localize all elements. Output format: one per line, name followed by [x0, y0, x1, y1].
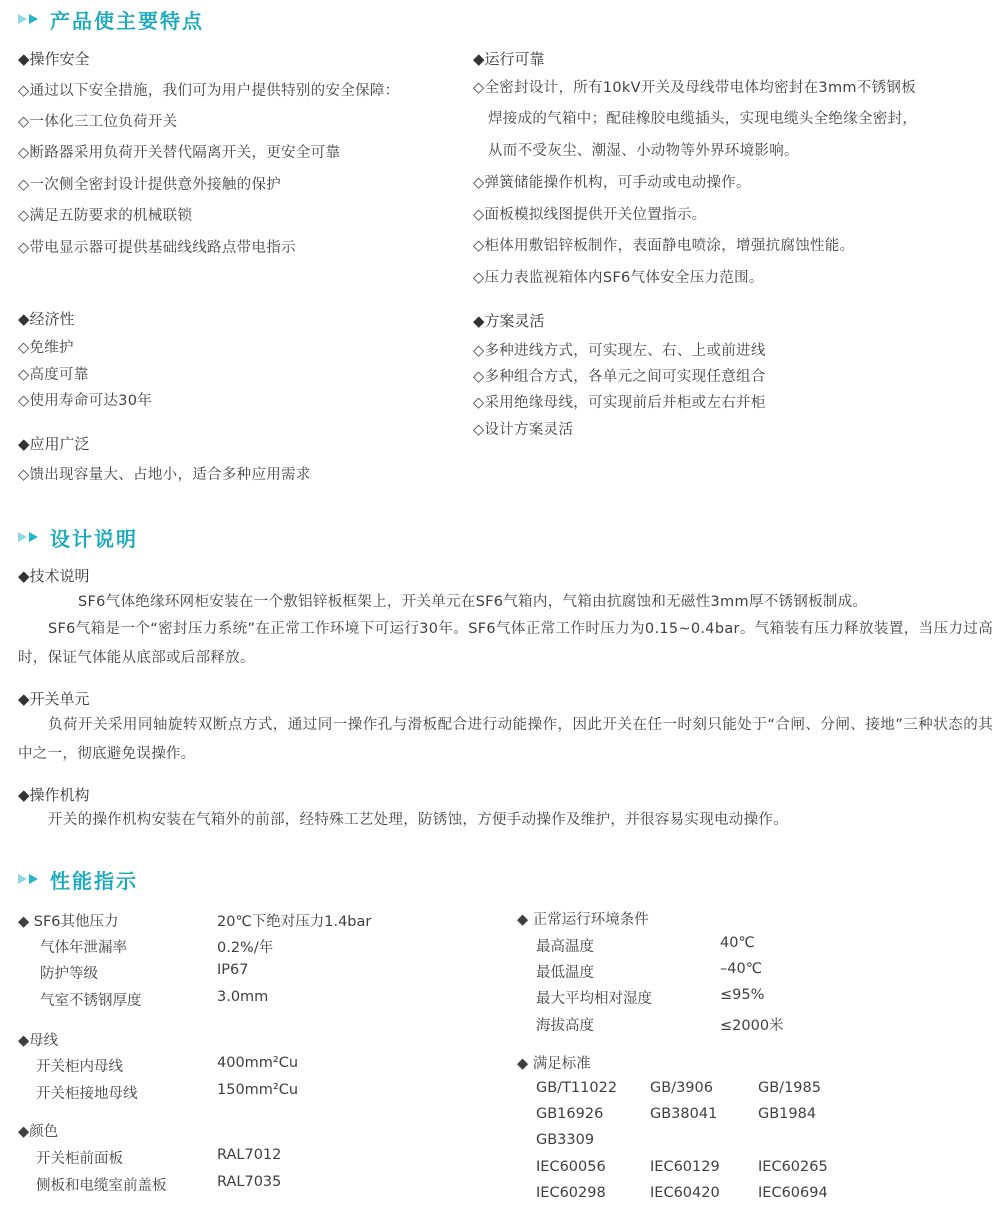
spec-value: –40℃	[720, 961, 762, 977]
spec-value: RAL7012	[217, 1147, 282, 1163]
design-paragraph: 负荷开关采用同轴旋转双断点方式，通过同一操作孔与滑板配合进行动能操作，因此开关在任一时刻只能处于“合闸、分闸、接地”三种状态的其中之一，彻底避免误操作。	[18, 717, 993, 762]
spec-value: 3.0mm	[217, 989, 269, 1005]
double-arrow-icon	[18, 874, 40, 884]
standard-code: GB3309	[536, 1132, 595, 1148]
feature-line: ◇压力表监视箱体内SF6气体安全压力范围。	[473, 270, 764, 286]
standard-code: IEC60265	[758, 1159, 828, 1175]
feature-line: ◇多种组合方式，各单元之间可实现任意组合	[473, 369, 766, 385]
spec-value: 0.2%/年	[217, 940, 274, 956]
spec-value: ≤95%	[720, 987, 765, 1003]
feature-line: ◇全密封设计，所有10kV开关及母线带电体均密封在3mm不锈钢板	[473, 80, 916, 96]
design-head-tech: ◆技术说明	[18, 567, 90, 585]
feature-line: ◇使用寿命可达30年	[18, 393, 153, 409]
spec-group-head: ◆ 正常运行环境条件	[517, 912, 649, 928]
design-head-switch: ◆开关单元	[18, 690, 90, 708]
feature-line: ◇满足五防要求的机械联锁	[18, 208, 193, 224]
spec-value: RAL7035	[217, 1174, 282, 1190]
feature-line: ◇设计方案灵活	[473, 422, 574, 438]
design-head-mechanism: ◆操作机构	[18, 786, 90, 804]
spec-label: 侧板和电缆室前盖板	[36, 1178, 167, 1194]
spec-group-head: ◆颜色	[18, 1124, 59, 1140]
spec-value: 400mm²Cu	[217, 1055, 299, 1071]
spec-label: 开关柜内母线	[36, 1059, 123, 1075]
feature-line: ◇一体化三工位负荷开关	[18, 114, 178, 130]
feature-line: ◇多种进线方式，可实现左、右、上或前进线	[473, 343, 766, 359]
section-title-performance: 性能指示	[18, 864, 138, 894]
spec-label: 开关柜接地母线	[36, 1086, 138, 1102]
design-paragraph: SF6气体绝缘环网柜安装在一个敷铝锌板框架上，开关单元在SF6气箱内，气箱由抗腐蚀和无磁性3mm厚不锈钢板制成。	[78, 594, 868, 610]
feature-line: 焊接成的气箱中；配硅橡胶电缆插头，实现电缆头全绝缘全密封，	[488, 111, 918, 127]
standard-code: IEC60694	[758, 1185, 828, 1201]
spec-label: ◆ SF6其他压力	[18, 914, 119, 930]
spec-label: 海拔高度	[536, 1018, 594, 1034]
standard-code: IEC60129	[650, 1159, 720, 1175]
standard-code: GB1984	[758, 1106, 817, 1122]
feature-line: ◇通过以下安全措施，我们可为用户提供特别的安全保障：	[18, 83, 400, 99]
feature-line: ◇一次侧全密封设计提供意外接触的保护	[18, 177, 282, 193]
feature-line: ◇柜体用敷铝锌板制作，表面静电喷涂，增强抗腐蚀性能。	[473, 238, 855, 254]
standard-code: GB38041	[650, 1106, 718, 1122]
standard-code: GB/1985	[758, 1080, 821, 1096]
feature-line: 从而不受灰尘、潮湿、小动物等外界环境影响。	[488, 143, 799, 159]
spec-value: IP67	[217, 962, 249, 978]
feature-line: ◇馈出现容量大、占地小，适合多种应用需求	[18, 467, 311, 483]
feature-line: ◇高度可靠	[18, 367, 89, 383]
spec-label: 开关柜前面板	[36, 1151, 123, 1167]
standard-code: GB/T11022	[536, 1080, 618, 1096]
feature-head-safety: ◆操作安全	[18, 50, 90, 68]
feature-head-reliable: ◆运行可靠	[473, 50, 545, 68]
spec-value: ≤2000米	[720, 1018, 784, 1034]
spec-value: 40℃	[720, 935, 755, 951]
feature-head-application: ◆应用广泛	[18, 435, 90, 453]
spec-label: 最大平均相对湿度	[536, 991, 652, 1007]
feature-line: ◇免维护	[18, 340, 74, 356]
feature-line: ◇断路器采用负荷开关替代隔离开关，更安全可靠	[18, 145, 341, 161]
feature-line: ◇采用绝缘母线，可实现前后并柜或左右并柜	[473, 395, 766, 411]
feature-line: ◇弹簧储能操作机构，可手动或电动操作。	[473, 175, 751, 191]
spec-label: 气体年泄漏率	[40, 940, 127, 956]
double-arrow-icon	[18, 14, 40, 24]
standard-code: GB/3906	[650, 1080, 713, 1096]
spec-label: 防护等级	[40, 966, 98, 982]
standard-code: GB16926	[536, 1106, 604, 1122]
spec-value: 20℃下绝对压力1.4bar	[217, 914, 372, 930]
spec-label: 最低温度	[536, 965, 594, 981]
section-title-design: 设计说明	[18, 522, 138, 552]
standard-code: IEC60056	[536, 1159, 606, 1175]
feature-head-flexible: ◆方案灵活	[473, 312, 545, 330]
spec-label: 气室不锈钢厚度	[40, 993, 142, 1009]
double-arrow-icon	[18, 532, 40, 542]
spec-label: 最高温度	[536, 939, 594, 955]
feature-head-economy: ◆经济性	[18, 310, 75, 328]
spec-group-head: ◆母线	[18, 1033, 59, 1049]
standard-code: IEC60298	[536, 1185, 606, 1201]
design-paragraph: SF6气箱是一个“密封压力系统”在正常工作环境下可运行30年。SF6气体正常工作时压力为0.15~0.4bar。气箱装有压力释放装置，当压力过高时，保证气体能从底部或后部释放。	[18, 621, 993, 666]
feature-line: ◇面板模拟线图提供开关位置指示。	[473, 207, 707, 223]
feature-line: ◇带电显示器可提供基础线线路点带电指示	[18, 240, 296, 256]
spec-group-head: ◆ 满足标准	[517, 1056, 591, 1072]
section-title-features: 产品使主要特点	[18, 4, 204, 34]
standard-code: IEC60420	[650, 1185, 720, 1201]
design-paragraph: 开关的操作机构安装在气箱外的前部，经特殊工艺处理，防锈蚀，方便手动操作及维护，并很容易实现电动操作。	[48, 812, 788, 828]
spec-value: 150mm²Cu	[217, 1082, 299, 1098]
